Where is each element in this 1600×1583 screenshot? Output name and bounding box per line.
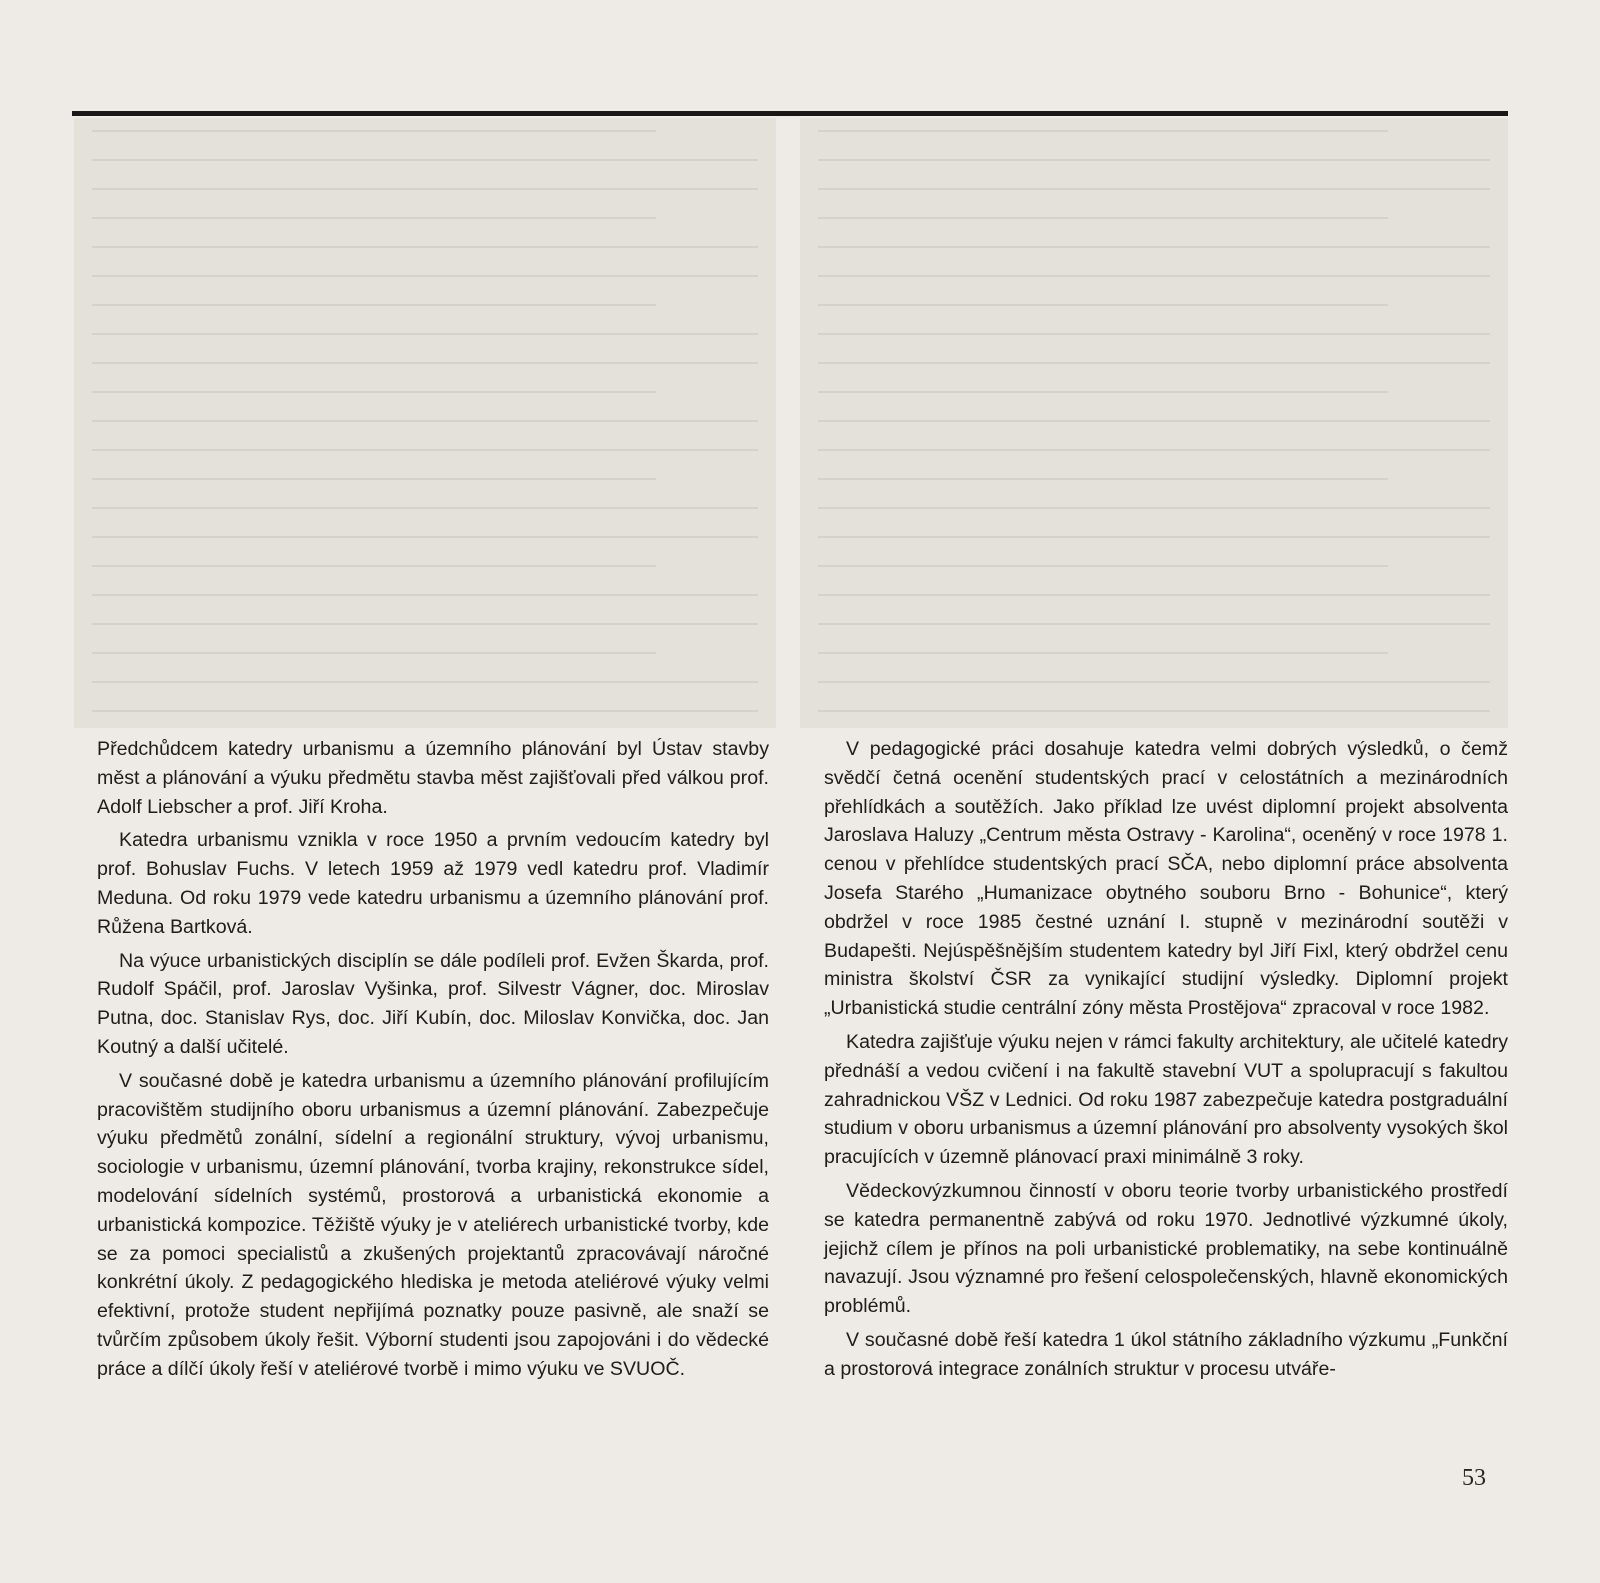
bleed-through-line (818, 275, 1490, 277)
bleed-through-line (92, 565, 656, 567)
bleed-through-line (818, 623, 1490, 625)
bleed-through-line (818, 391, 1388, 393)
bleed-through-area-right (800, 118, 1508, 728)
bleed-through-line (818, 536, 1490, 538)
bleed-through-area-left (74, 118, 776, 728)
bleed-through-line (92, 507, 758, 509)
left-paragraph-3: Na výuce urbanistických disciplín se dále podíleli prof. Evžen Škarda, prof. Rudolf Spáčil, prof. Jaroslav Vyšinka, prof. Silvestr Vágner, doc. Miroslav Putna, doc. Stanislav Rys, doc. Jiří Kubín, doc. Miloslav Konvička, doc. Jan Koutný a další učitelé. (97, 949, 769, 1058)
bleed-through-line (92, 130, 656, 132)
bleed-through-line (92, 304, 656, 306)
bleed-through-line (818, 710, 1490, 712)
bleed-through-line (818, 246, 1490, 248)
bleed-through-line (92, 159, 758, 161)
bleed-through-line (818, 130, 1388, 132)
bleed-through-line (92, 623, 758, 625)
bleed-through-line (818, 333, 1490, 335)
left-paragraph-4: V současné době je katedra urbanismu a územního plánování profilujícím pracovištěm studijního oboru urbanismus a územní plánování. Zabezpečuje výuku předmětů zonální, sídelní a regionální struktury, vývoj urbanismu, sociologie v urbanismu, územní plánování, tvorba krajiny, rekonstrukce sídel, modelování sídelních systémů, prostorová a urbanistická ekonomie a urbanistická kompozice. Těžiště výuky je v ateliérech urbanistické tvorby, kde se za pomoci specialistů a zkušených projektantů zpracovávají náročné konkrétní úkoly. Z pedagogického hlediska je metoda ateliérové výuky velmi efektivní, protože student nepřijímá poznatky pouze pasivně, ale snaží se tvůrčím způsobem úkoly řešit. Výborní studenti jsou zapojováni i do vědecké práce a dílčí úkoly řeší v ateliérové tvorbě i mimo výuku ve SVUOČ. (97, 1069, 769, 1380)
right-column (824, 735, 1508, 1389)
bleed-through-line (92, 333, 758, 335)
bleed-through-line (92, 652, 656, 654)
header-rule (72, 111, 1508, 116)
bleed-through-line (818, 304, 1388, 306)
bleed-through-line (818, 217, 1388, 219)
bleed-through-line (92, 710, 758, 712)
right-paragraph-4: V současné době řeší katedra 1 úkol státního základního výzkumu „Funkční a prostorová integrace zonálních struktur v procesu utváře- (824, 1328, 1508, 1380)
left-column (97, 735, 769, 1389)
bleed-through-line (92, 478, 656, 480)
bleed-through-line (92, 246, 758, 248)
left-paragraph-1: Předchůdcem katedry urbanismu a územního plánování byl Ústav stavby měst a plánování a výuku předmětu stavba měst zajišťovali před válkou prof. Adolf Liebscher a prof. Jiří Kroha. (97, 738, 769, 818)
bleed-through-line (92, 449, 758, 451)
bleed-through-line (818, 420, 1490, 422)
bleed-through-line (92, 217, 656, 219)
bleed-through-line (818, 652, 1388, 654)
bleed-through-line (818, 594, 1490, 596)
bleed-through-line (92, 594, 758, 596)
bleed-through-line (92, 275, 758, 277)
bleed-through-line (818, 681, 1490, 683)
bleed-through-line (92, 188, 758, 190)
bleed-through-line (92, 420, 758, 422)
bleed-through-line (818, 188, 1490, 190)
bleed-through-line (92, 681, 758, 683)
right-paragraph-3: Vědeckovýzkumnou činností v oboru teorie tvorby urbanistického prostředí se katedra permanentně zabývá od roku 1970. Jednotlivé výzkumné úkoly, jejichž cílem je přínos na poli urbanistické problematiky, na sebe kontinuálně navazují. Jsou významné pro řešení celospolečenských, hlavně ekonomických problémů. (824, 1179, 1508, 1318)
bleed-through-line (92, 536, 758, 538)
page-number: 53 (1462, 1465, 1486, 1491)
bleed-through-line (818, 449, 1490, 451)
left-paragraph-2: Katedra urbanismu vznikla v roce 1950 a prvním vedoucím katedry byl prof. Bohuslav Fuchs. V letech 1959 až 1979 vedl katedru prof. Vladimír Meduna. Od roku 1979 vede katedru urbanismu a územního plánování prof. Růžena Bartková. (97, 829, 769, 938)
bleed-through-line (818, 507, 1490, 509)
bleed-through-line (92, 391, 656, 393)
bleed-through-line (818, 478, 1388, 480)
bleed-through-line (92, 362, 758, 364)
bleed-through-line (818, 565, 1388, 567)
bleed-through-line (818, 362, 1490, 364)
right-paragraph-2: Katedra zajišťuje výuku nejen v rámci fakulty architektury, ale učitelé katedry přednáší a vedou cvičení i na fakultě stavební VUT a spolupracují s fakultou zahradnickou VŠZ v Lednici. Od roku 1987 zabezpečuje katedra postgraduální studium v oboru urbanismus a územní plánování pro absolventy vysokých škol pracujících v územně plánovací praxi minimálně 3 roky. (824, 1030, 1508, 1169)
right-paragraph-1: V pedagogické práci dosahuje katedra velmi dobrých výsledků, o čemž svědčí četná ocenění studentských prací v celostátních a mezinárodních přehlídkách a soutěžích. Jako příklad lze uvést diplomní projekt absolventa Jaroslava Haluzy „Centrum města Ostravy - Karolina“, oceněný v roce 1978 1. cenou v přehlídce studentských prací SČA, nebo diplomní práce absolventa Josefa Starého „Humanizace obytného souboru Brno - Bohunice“, který obdržel v roce 1985 čestné uznání I. stupně v mezinárodní soutěži v Budapešti. Nejúspěšnějším studentem katedry byl Jiří Fixl, který obdržel cenu ministra školství ČSR za vynikající studijní výsledky. Diplomní projekt „Urbanistická studie centrální zóny města Prostějova“ zpracoval v roce 1982. (824, 738, 1508, 1020)
bleed-through-line (818, 159, 1490, 161)
